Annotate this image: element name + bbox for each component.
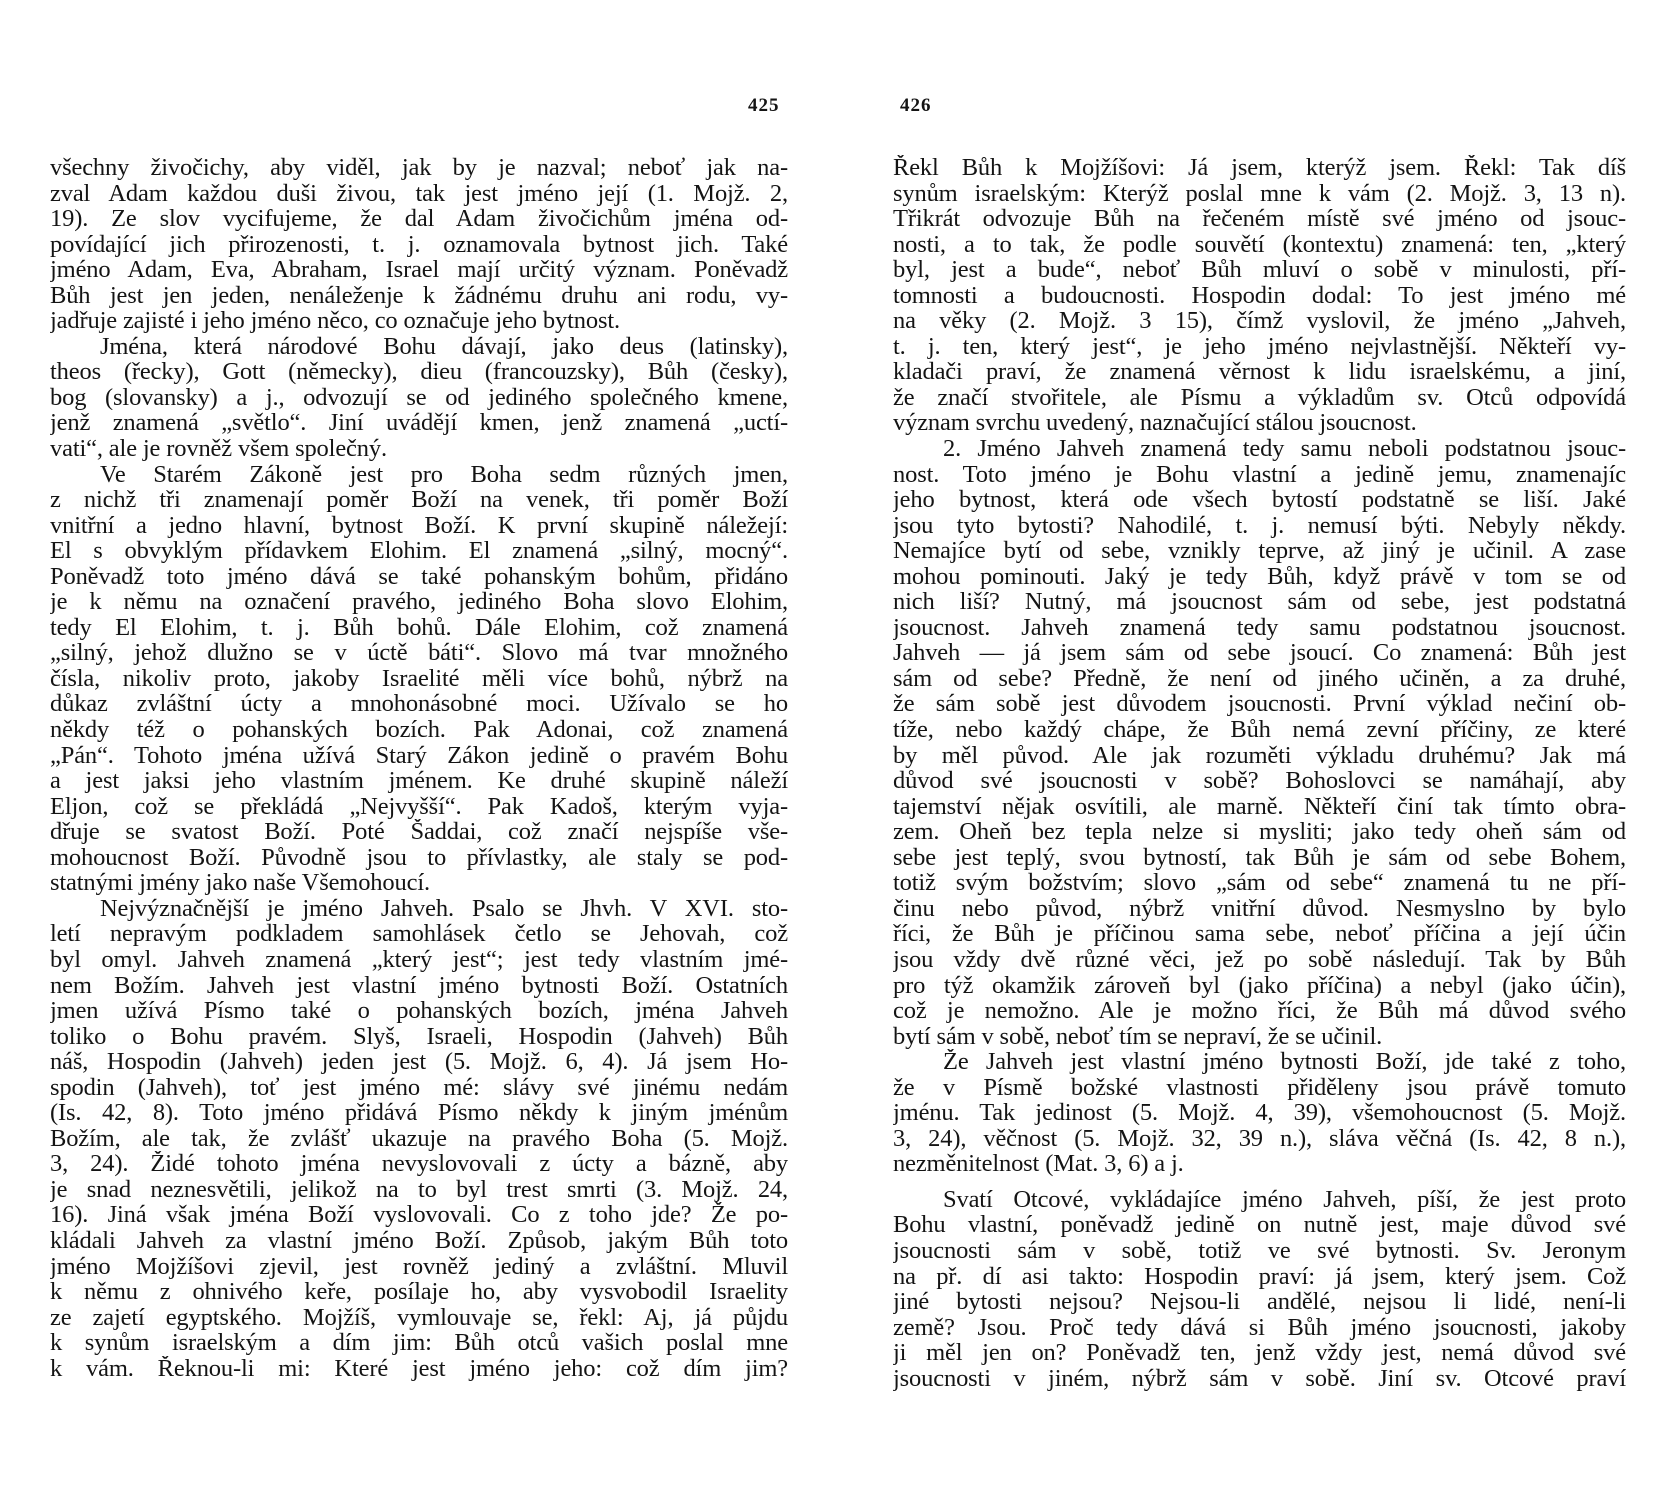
- text-line: 19). Ze slov vycifujeme, že dal Adam živočichům jména od-: [50, 206, 788, 232]
- text-line: k němu z ohnivého keře, posílaje ho, aby vysvobodil Israelity: [50, 1279, 788, 1305]
- text-line: jménu. Tak jedinost (5. Mojž. 4, 39), všemohoucnost (5. Mojž.: [893, 1100, 1626, 1126]
- text-line: jeho bytnost, která ode všech bytostí podstatně se liší. Jaké: [893, 487, 1626, 513]
- text-line: statnými jmény jako naše Všemohoucí.: [50, 870, 430, 896]
- text-line: tíže, nebo každý chápe, že Bůh nemá zevní příčiny, ze které: [893, 717, 1626, 743]
- text-line: toliko o Bohu pravém. Slyš, Israeli, Hospodin (Jahveh) Bůh: [50, 1023, 788, 1050]
- text-line: jsou vždy dvě různé věci, jež po sobě následují. Tak by Bůh: [893, 946, 1626, 973]
- text-line: čísla, nikoliv proto, jakoby Israelité měli více bohů, nýbrž na: [50, 665, 788, 692]
- text-line: vnitřní a jedno hlavní, bytnost Boží. K první skupině náležejí:: [50, 512, 788, 539]
- text-line: Třikrát odvozuje Bůh na řečeném místě své jméno od jsouc-: [893, 206, 1626, 232]
- text-line: jsoucnosti v jiném, nýbrž sám v sobě. Jiní sv. Otcové praví: [893, 1365, 1626, 1392]
- text-line: nezměnitelnost (Mat. 3, 6) a j.: [893, 1151, 1184, 1177]
- text-line: Ve Starém Zákoně jest pro Boha sedm různých jmen,: [100, 461, 788, 488]
- text-line: dřuje se svatost Boží. Poté Šaddai, což značí nejspíše vše-: [50, 819, 788, 845]
- right-text-column: [893, 155, 1626, 1391]
- text-line: 16). Jiná však jména Boží vyslovovali. Co z toho jde? Že po-: [50, 1202, 788, 1228]
- text-line: Jahveh — já jsem sám od sebe jsoucí. Co znamená: Bůh jest: [893, 640, 1626, 666]
- text-line: synům israelským: Kterýž poslal mne k vám (2. Mojž. 3, 13 n).: [893, 180, 1626, 207]
- text-line: jiné bytosti nejsou? Nejsou-li andělé, nejsou li lidé, není-li: [893, 1289, 1626, 1315]
- text-line: Nejvýznačnější je jméno Jahveh. Psalo se Jhvh. V XVI. sto-: [100, 895, 788, 922]
- text-line: že sám sobě jest důvodem jsoucnosti. První výklad nečiní ob-: [893, 691, 1626, 718]
- text-line: Bůh jest jen jeden, nenáleženje k žádnému druhu ani rodu, vy-: [50, 282, 788, 309]
- text-line: Nemajíce bytí od sebe, vznikly teprve, až jiný je učinil. A zase: [893, 538, 1626, 564]
- text-line: kladači praví, že znamená věrnost k lidu israelskému, a jiní,: [893, 359, 1626, 385]
- text-line: 2. Jméno Jahveh znamená tedy samu neboli podstatnou jsouc-: [943, 436, 1626, 462]
- text-line: Eljon, což se překládá „Nejvyšší“. Pak Kadoš, kterým vyja-: [50, 793, 788, 820]
- text-line: k vám. Řeknou-li mi: Které jest jméno jeho: což dím jim?: [50, 1355, 788, 1382]
- text-line: „silný, jehož dlužno se v úctě báti“. Slovo má tvar množného: [50, 640, 788, 666]
- text-line: theos (řecky), Gott (německy), dieu (francouzsky), Bůh (česky),: [50, 359, 788, 385]
- text-line: jsoucnosti sám v sobě, totiž ve své bytnosti. Sv. Jeronym: [893, 1237, 1626, 1264]
- text-line: (Is. 42, 8). Toto jméno přidává Písmo někdy k jiným jménům: [50, 1100, 788, 1126]
- text-line: mohoucnost Boží. Původně jsou to přívlastky, ale staly se pod-: [50, 844, 788, 871]
- text-line: jmen užívá Písmo také o pohanských bozích, jména Jahveh: [50, 998, 788, 1024]
- text-line: nosti, a to tak, že podle souvětí (kontextu) znamená: ten, „který: [893, 231, 1626, 258]
- text-line: zem. Oheň bez tepla nelze si mysliti; jako tedy oheň sám od: [893, 819, 1626, 845]
- text-line: náš, Hospodin (Jahveh) jeden jest (5. Mojž. 6, 4). Já jsem Ho-: [50, 1049, 788, 1075]
- text-line: z nichž tři znamenají poměr Boží na venek, tři poměr Boží: [50, 487, 788, 513]
- text-line: povídající jich přirozenosti, t. j. oznamovala bytnost jich. Také: [50, 231, 788, 258]
- text-line: sebe jest teplý, svou bytností, tak Bůh je sám od sebe Bohem,: [893, 844, 1626, 871]
- text-line: sám od sebe? Předně, že není od jiného učiněn, a za druhé,: [893, 665, 1626, 692]
- text-line: všechny živočichy, aby viděl, jak by je nazval; neboť jak na-: [50, 155, 788, 181]
- text-line: byl omyl. Jahveh znamená „který jest“; jest tedy vlastním jmé-: [50, 946, 788, 973]
- text-line: což je nemožno. Ale je možno říci, že Bůh má důvod svého: [893, 998, 1626, 1024]
- text-line: že v Písmě božské vlastnosti přiděleny jsou právě tomuto: [893, 1074, 1626, 1101]
- text-line: Božím, ale tak, že zvlášť ukazuje na pravého Boha (5. Mojž.: [50, 1125, 788, 1152]
- text-line: t. j. ten, který jest“, je jeho jméno nejvlastnější. Někteří vy-: [893, 333, 1626, 360]
- text-line: bog (slovansky) a j., odvozují se od jediného společného kmene,: [50, 384, 788, 411]
- text-line: by měl původ. Ale jak rozuměti výkladu druhému? Jak má: [893, 742, 1626, 769]
- text-line: nem Božím. Jahveh jest vlastní jméno bytnosti Boží. Ostatních: [50, 972, 788, 999]
- text-line: je snad neznesvětili, jelikož na to byl trest smrti (3. Mojž. 24,: [50, 1176, 788, 1203]
- text-line: činu nebo původ, nýbrž vnitřní důvod. Nesmyslno by bylo: [893, 895, 1626, 922]
- text-line: Poněvadž toto jméno dává se také pohanským bohům, přidáno: [50, 563, 788, 590]
- text-line: tomnosti a budoucnosti. Hospodin dodal: To jest jméno mé: [893, 282, 1626, 309]
- text-line: letí nepravým podkladem samohlásek četlo se Jehovah, což: [50, 921, 788, 947]
- text-line: význam svrchu uvedený, naznačující stálou jsoucnost.: [893, 410, 1417, 437]
- text-line: někdy též o pohanských bozích. Pak Adonai, což znamená: [50, 717, 788, 743]
- text-line: důvod své jsoucnosti v sobě? Bohoslovci se namáhají, aby: [893, 768, 1626, 794]
- text-line: vati“, ale je rovněž všem společný.: [50, 436, 387, 462]
- text-line: ze zajetí egyptského. Mojžíš, vymlouvaje se, řekl: Aj, já půjdu: [50, 1304, 788, 1331]
- page-number-left: 425: [748, 95, 780, 116]
- text-line: kládali Jahveh za vlastní jméno Boží. Způsob, jakým Bůh toto: [50, 1227, 788, 1254]
- text-line: Svatí Otcové, vykládajíce jméno Jahveh, píší, že jest proto: [943, 1186, 1626, 1213]
- text-line: jméno Adam, Eva, Abraham, Israel mají určitý význam. Poněvadž: [50, 257, 788, 283]
- left-text-column: [50, 155, 788, 1381]
- text-line: 3, 24). Židé tohoto jména nevyslovovali z úcty a bázně, aby: [50, 1151, 788, 1177]
- text-line: je k němu na označení pravého, jediného Boha slovo Elohim,: [50, 589, 788, 615]
- text-line: k synům israelským a dím jim: Bůh otců vašich poslal mne: [50, 1330, 788, 1356]
- text-line: Že Jahveh jest vlastní jméno bytnosti Boží, jde také z toho,: [943, 1049, 1626, 1075]
- text-line: nich liší? Nutný, má jsoucnost sám od sebe, jest podstatná: [893, 589, 1626, 615]
- text-line: že značí stvořitele, ale Písmu a výkladům sv. Otců odpovídá: [893, 384, 1626, 411]
- text-line: jadřuje zajisté i jeho jméno něco, co označuje jeho bytnost.: [50, 308, 620, 334]
- text-line: El s obvyklým přídavkem Elohim. El znamená „silný, mocný“.: [50, 538, 788, 564]
- text-line: jméno Mojžíšovi zjevil, jest rovněž jediný a zvláštní. Mluvil: [50, 1253, 788, 1280]
- text-line: pro týž okamžik zároveň byl (jako příčina) a nebyl (jako účin),: [893, 972, 1626, 999]
- text-line: tedy El Elohim, t. j. Bůh bohů. Dále Elohim, což znamená: [50, 614, 788, 641]
- text-line: zval Adam každou duši živou, tak jest jméno její (1. Mojž. 2,: [50, 180, 788, 207]
- page-number-right: 426: [900, 95, 932, 116]
- text-line: byl, jest a bude“, neboť Bůh mluví o sobě v minulosti, pří-: [893, 257, 1626, 283]
- text-line: 3, 24), věčnost (5. Mojž. 32, 39 n.), sláva věčná (Is. 42, 8 n.),: [893, 1125, 1626, 1152]
- text-line: totiž svým božstvím; slovo „sám od sebe“ znamená tu ne pří-: [893, 870, 1626, 896]
- right-page: [893, 0, 1626, 1500]
- text-line: spodin (Jahveh), toť jest jméno mé: slávy své jinému nedám: [50, 1074, 788, 1101]
- text-line: tajemství nějak osvítili, ale marně. Někteří činí tak tímto obra-: [893, 793, 1626, 820]
- text-line: Řekl Bůh k Mojžíšovi: Já jsem, kterýž jsem. Řekl: Tak díš: [893, 155, 1626, 181]
- text-line: důkaz zvláštní úcty a mnohonásobné moci. Užívalo se ho: [50, 691, 788, 718]
- left-page: [50, 0, 788, 1500]
- text-line: mohou pominouti. Jaký je tedy Bůh, když právě v tom se od: [893, 563, 1626, 590]
- text-line: „Pán“. Tohoto jména užívá Starý Zákon jedině o pravém Bohu: [50, 742, 788, 769]
- text-line: a jest jaksi jeho vlastním jménem. Ke druhé skupině náleží: [50, 768, 788, 794]
- text-line: jenž znamená „světlo“. Jiní uvádějí kmen, jenž znamená „uctí-: [50, 410, 788, 437]
- text-line: jsoucnost. Jahveh znamená tedy samu podstatnou jsoucnost.: [893, 614, 1626, 641]
- text-line: na př. dí asi takto: Hospodin praví: já jsem, který jsem. Což: [893, 1263, 1626, 1290]
- text-line: Bohu vlastní, poněvadž jedině on nutně jest, maje důvod své: [893, 1212, 1626, 1238]
- text-line: Jména, která národové Bohu dávají, jako deus (latinsky),: [100, 333, 788, 360]
- text-line: jsou tyto bytosti? Nahodilé, t. j. nemusí býti. Nebyly někdy.: [893, 512, 1626, 539]
- text-line: nost. Toto jméno je Bohu vlastní a jedině jemu, znamenajíc: [893, 461, 1626, 488]
- text-line: bytí sám v sobě, neboť tím se nepraví, že se učinil.: [893, 1023, 1383, 1050]
- text-line: ji měl jen on? Poněvadž ten, jenž vždy jest, nemá důvod své: [893, 1340, 1626, 1366]
- text-line: na věky (2. Mojž. 3 15), čímž vyslovil, že jméno „Jahveh,: [893, 308, 1626, 334]
- text-line: země? Jsou. Proč tedy dává si Bůh jméno jsoucnosti, jakoby: [893, 1314, 1626, 1341]
- text-line: říci, že Bůh je příčinou sama sebe, neboť příčina a její účin: [893, 921, 1626, 947]
